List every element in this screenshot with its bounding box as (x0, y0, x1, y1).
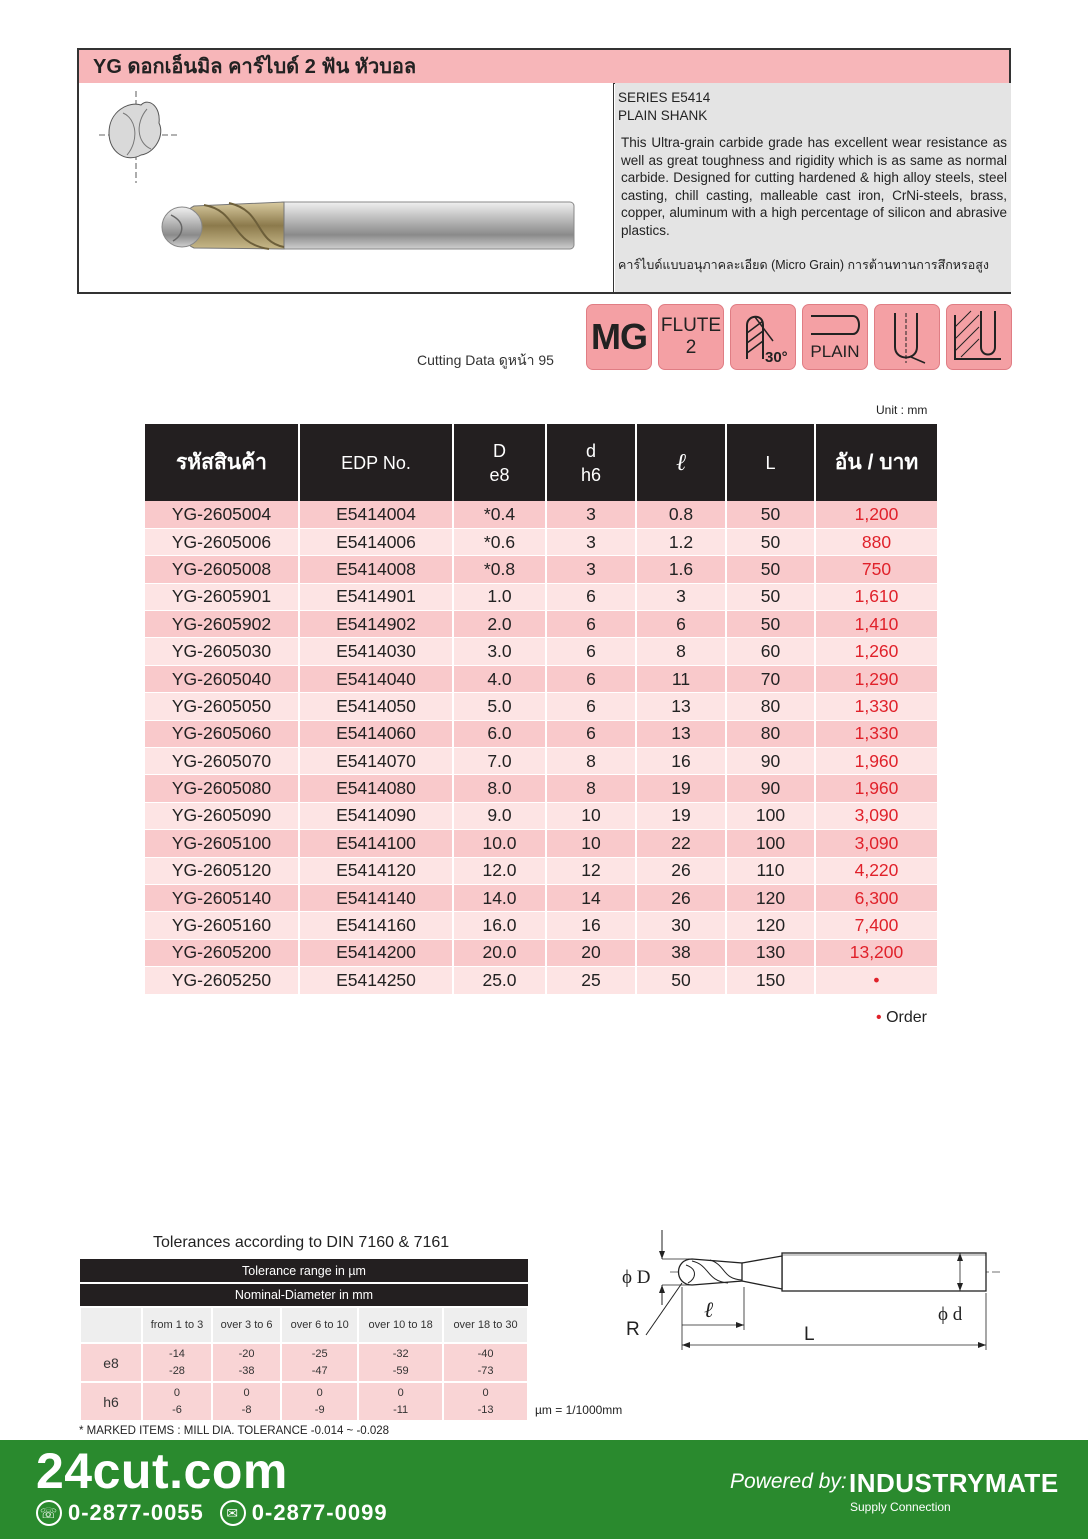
tolerance-upper: 0 (316, 1386, 323, 1399)
cell-price: 4,220 (815, 857, 937, 884)
header-d-big-tol: e8 (489, 464, 510, 485)
diagram-l: ℓ (704, 1297, 714, 1322)
tolerance-value (443, 1343, 528, 1382)
diagram-L: L (804, 1324, 815, 1345)
cell-edp: E5414140 (299, 884, 453, 911)
cell-d-big: 3.0 (453, 638, 546, 665)
tolerance-title: Tolerances according to DIN 7160 & 7161 (153, 1234, 450, 1251)
cell-edp: E5414040 (299, 665, 453, 692)
phone-number[interactable]: 0-2877-0055 (68, 1500, 204, 1525)
table-row (145, 967, 937, 994)
cell-d-small: 16 (546, 912, 636, 939)
tolerance-value (212, 1382, 281, 1421)
tolerance-value (281, 1382, 358, 1421)
table-row (145, 638, 937, 665)
cell-overall-length: 80 (726, 693, 815, 720)
cell-edp: E5414050 (299, 693, 453, 720)
tolerance-lower: -73 (477, 1364, 494, 1377)
cell-overall-length: 150 (726, 967, 815, 994)
cell-code: YG-2605160 (145, 912, 299, 939)
tolerance-value (212, 1343, 281, 1382)
helix-angle-label: 30° (765, 349, 788, 366)
cell-code: YG-2605006 (145, 528, 299, 555)
cell-d-big: *0.6 (453, 528, 546, 555)
mg-label: MG (591, 316, 647, 357)
order-text: Order (886, 1009, 927, 1026)
cell-d-small: 20 (546, 939, 636, 966)
cell-d-small: 3 (546, 528, 636, 555)
cell-flute-length: 3 (636, 583, 726, 610)
cell-flute-length: 0.8 (636, 501, 726, 528)
ball-nose-drawing-icon (877, 307, 937, 367)
tolerance-value (142, 1382, 212, 1421)
tolerance-lower: -8 (241, 1403, 252, 1416)
cell-d-big: 25.0 (453, 967, 546, 994)
cell-price: 1,200 (815, 501, 937, 528)
cell-price: 1,410 (815, 611, 937, 638)
tolerance-value (358, 1343, 443, 1382)
cell-price: 3,090 (815, 802, 937, 829)
cell-flute-length: 22 (636, 830, 726, 857)
table-row (145, 830, 937, 857)
cell-edp: E5414902 (299, 611, 453, 638)
tolerance-column-header: over 6 to 10 (281, 1307, 358, 1343)
shank-drawing-icon (805, 312, 865, 340)
product-table (145, 424, 937, 995)
tolerance-row-label: h6 (80, 1382, 142, 1421)
tolerance-lower: -38 (238, 1364, 255, 1377)
table-row (145, 693, 937, 720)
table-row (145, 939, 937, 966)
cell-d-big: 2.0 (453, 611, 546, 638)
cell-flute-length: 1.2 (636, 528, 726, 555)
cell-code: YG-2605040 (145, 665, 299, 692)
description-thai: คาร์ไบด์แบบอนุภาคละเอียด (Micro Grain) การต้านทานการสึกหรอสูง (618, 258, 989, 272)
helix-drawing-icon (733, 307, 793, 367)
fax-icon: ✉ (220, 1500, 246, 1526)
unit-label: Unit : mm (876, 403, 928, 417)
table-row (145, 884, 937, 911)
cell-code: YG-2605030 (145, 638, 299, 665)
table-row (145, 720, 937, 747)
series-label: SERIES E5414 (618, 90, 711, 105)
cell-edp: E5414070 (299, 748, 453, 775)
cell-flute-length: 16 (636, 748, 726, 775)
brand-tagline: Supply Connection (850, 1500, 951, 1514)
cell-d-small: 6 (546, 665, 636, 692)
cell-flute-length: 26 (636, 857, 726, 884)
cell-price: 750 (815, 556, 937, 583)
cell-edp: E5414080 (299, 775, 453, 802)
cell-price: 6,300 (815, 884, 937, 911)
cutting-data-note: Cutting Data ดูหน้า 95 (417, 352, 554, 368)
flute-label: FLUTE (660, 315, 722, 336)
cell-flute-length: 26 (636, 884, 726, 911)
header-code: รหัสสินค้า (145, 424, 299, 501)
header-d-small-label: d (585, 440, 596, 461)
cell-flute-length: 6 (636, 611, 726, 638)
cell-d-big: 4.0 (453, 665, 546, 692)
tolerance-column-header: over 18 to 30 (443, 1307, 528, 1343)
cell-code: YG-2605080 (145, 775, 299, 802)
header-d-big (453, 424, 546, 501)
cell-price: • (815, 967, 937, 994)
tolerance-lower: -11 (393, 1403, 409, 1416)
product-title: YG ดอกเอ็นมิล คาร์ไบด์ 2 ฟัน หัวบอล (77, 48, 1011, 84)
end-mill-illustration (79, 83, 614, 292)
cell-d-small: 6 (546, 638, 636, 665)
diagram-phi-d: ϕ d (938, 1304, 963, 1325)
cell-flute-length: 13 (636, 720, 726, 747)
diagram-R: R (626, 1319, 640, 1340)
tolerance-upper: -14 (169, 1347, 185, 1360)
cell-flute-length: 19 (636, 775, 726, 802)
cell-code: YG-2605901 (145, 583, 299, 610)
cell-edp: E5414030 (299, 638, 453, 665)
header-d-small (546, 424, 636, 501)
cell-flute-length: 13 (636, 693, 726, 720)
product-image (79, 83, 614, 292)
tolerance-value (358, 1382, 443, 1421)
slotting-drawing-icon (949, 307, 1009, 367)
tolerance-lower: -28 (169, 1364, 185, 1377)
cell-overall-length: 70 (726, 665, 815, 692)
micron-note: µm = 1/1000mm (535, 1403, 623, 1417)
tolerance-row (80, 1382, 528, 1421)
cell-edp: E5414060 (299, 720, 453, 747)
cell-d-small: 6 (546, 611, 636, 638)
cell-d-big: 6.0 (453, 720, 546, 747)
cell-edp: E5414120 (299, 857, 453, 884)
tolerance-row (80, 1343, 528, 1382)
cell-price: 1,330 (815, 720, 937, 747)
tolerance-lower: -6 (172, 1403, 182, 1416)
cell-overall-length: 50 (726, 583, 815, 610)
description-text: This Ultra-grain carbide grade has excellent wear resistance as well as great toughness and rigidity which is as same as normal carbide. Designed for cutting hardened & high alloy steels, steel casting, chill casting, malleable cast iron, CrNi-steels, brass, copper, aluminum with a high percentage of silicon and abrasive plastics. (621, 135, 1007, 238)
cell-overall-length: 100 (726, 802, 815, 829)
cell-edp: E5414006 (299, 528, 453, 555)
cell-code: YG-2605200 (145, 939, 299, 966)
cell-code: YG-2605120 (145, 857, 299, 884)
cell-d-small: 6 (546, 693, 636, 720)
cell-d-big: *0.4 (453, 501, 546, 528)
helix-angle-icon (730, 304, 796, 370)
cell-d-big: 14.0 (453, 884, 546, 911)
product-description (615, 83, 1011, 292)
table-row (145, 501, 937, 528)
footer (0, 1440, 1088, 1539)
cell-flute-length: 38 (636, 939, 726, 966)
slotting-icon (946, 304, 1012, 370)
cell-edp: E5414200 (299, 939, 453, 966)
cell-d-small: 6 (546, 720, 636, 747)
cell-overall-length: 130 (726, 939, 815, 966)
cell-price: 7,400 (815, 912, 937, 939)
cell-price: 1,290 (815, 665, 937, 692)
cell-d-big: 5.0 (453, 693, 546, 720)
cell-overall-length: 90 (726, 775, 815, 802)
cell-price: 1,960 (815, 748, 937, 775)
cell-d-small: 3 (546, 501, 636, 528)
header-overall-length: L (726, 424, 815, 501)
cell-edp: E5414090 (299, 802, 453, 829)
tolerance-upper: -25 (311, 1347, 328, 1360)
header-d-big-label: D (493, 440, 506, 461)
cell-d-big: 8.0 (453, 775, 546, 802)
cell-d-big: 10.0 (453, 830, 546, 857)
tolerance-corner (80, 1307, 142, 1343)
tolerance-upper: -32 (392, 1347, 409, 1360)
cell-code: YG-2605060 (145, 720, 299, 747)
header-flute-length: ℓ (636, 424, 726, 501)
cell-code: YG-2605008 (145, 556, 299, 583)
cell-code: YG-2605100 (145, 830, 299, 857)
product-box (77, 83, 1011, 294)
cell-d-small: 3 (546, 556, 636, 583)
cell-d-small: 10 (546, 830, 636, 857)
cell-price: 880 (815, 528, 937, 555)
cell-edp: E5414160 (299, 912, 453, 939)
cell-price: 1,610 (815, 583, 937, 610)
cell-d-big: 12.0 (453, 857, 546, 884)
dimension-diagram (610, 1225, 1010, 1355)
cell-d-small: 8 (546, 775, 636, 802)
flute-count-icon (658, 304, 724, 370)
cell-d-big: 16.0 (453, 912, 546, 939)
tolerance-lower: -9 (314, 1403, 325, 1416)
table-row (145, 556, 937, 583)
table-row (145, 528, 937, 555)
tolerance-value (142, 1343, 212, 1382)
table-row (145, 748, 937, 775)
table-row (145, 912, 937, 939)
tolerance-lower: -47 (311, 1364, 328, 1377)
diagram-phi-D: ϕ D (622, 1267, 651, 1288)
table-row (145, 665, 937, 692)
cell-code: YG-2605250 (145, 967, 299, 994)
cell-overall-length: 50 (726, 611, 815, 638)
plain-shank-icon (802, 304, 868, 370)
cell-d-big: 9.0 (453, 802, 546, 829)
brand-logo: INDUSTRYMATE (849, 1468, 1059, 1498)
tolerance-band-range: Tolerance range in µm (80, 1259, 528, 1283)
tolerance-band-diameter: Nominal-Diameter in mm (80, 1283, 528, 1307)
flute-count: 2 (685, 337, 697, 358)
cell-flute-length: 1.6 (636, 556, 726, 583)
cell-price: 1,260 (815, 638, 937, 665)
cell-overall-length: 120 (726, 884, 815, 911)
tolerance-row-label: e8 (80, 1343, 142, 1382)
cell-d-small: 6 (546, 583, 636, 610)
table-row (145, 857, 937, 884)
tolerance-upper: 0 (482, 1386, 489, 1399)
tolerance-upper: -20 (238, 1347, 255, 1360)
cell-d-small: 8 (546, 748, 636, 775)
shank-label: PLAIN SHANK (618, 107, 708, 123)
cell-edp: E5414250 (299, 967, 453, 994)
table-header-row (145, 424, 937, 501)
tolerance-upper: -40 (477, 1347, 494, 1360)
cell-price: 1,960 (815, 775, 937, 802)
cell-code: YG-2605004 (145, 501, 299, 528)
cell-overall-length: 50 (726, 556, 815, 583)
mg-material-icon (586, 304, 652, 370)
tolerance-upper: 0 (397, 1386, 404, 1399)
header-d-small-tol: h6 (580, 464, 602, 485)
tolerance-upper: 0 (173, 1386, 181, 1399)
plain-label: PLAIN (810, 342, 860, 361)
cell-edp: E5414100 (299, 830, 453, 857)
website-link[interactable]: 24cut.com (36, 1443, 288, 1499)
cell-edp: E5414004 (299, 501, 453, 528)
fax-number[interactable]: 0-2877-0099 (251, 1500, 388, 1525)
tolerance-value (443, 1382, 528, 1421)
cell-d-small: 25 (546, 967, 636, 994)
cell-flute-length: 11 (636, 665, 726, 692)
cell-overall-length: 100 (726, 830, 815, 857)
cell-code: YG-2605070 (145, 748, 299, 775)
header-edp: EDP No. (299, 424, 453, 501)
tolerance-column-header: from 1 to 3 (142, 1307, 212, 1343)
cell-price: 1,330 (815, 693, 937, 720)
cell-d-small: 10 (546, 802, 636, 829)
tolerance-lower: -13 (477, 1403, 494, 1416)
powered-by-label: Powered by: (730, 1470, 847, 1493)
cell-code: YG-2605090 (145, 802, 299, 829)
tolerance-table (79, 1259, 529, 1422)
cell-flute-length: 30 (636, 912, 726, 939)
cell-d-big: *0.8 (453, 556, 546, 583)
tolerance-upper: 0 (243, 1386, 250, 1399)
table-row (145, 611, 937, 638)
cell-code: YG-2605902 (145, 611, 299, 638)
tolerance-lower: -59 (392, 1364, 409, 1377)
marked-items-note: * MARKED ITEMS : MILL DIA. TOLERANCE -0.014 ~ -0.028 (79, 1425, 390, 1437)
cell-edp: E5414901 (299, 583, 453, 610)
cell-flute-length: 50 (636, 967, 726, 994)
cell-overall-length: 90 (726, 748, 815, 775)
contact-phones (36, 1500, 388, 1526)
tolerance-column-header: over 3 to 6 (212, 1307, 281, 1343)
cell-d-big: 20.0 (453, 939, 546, 966)
cell-overall-length: 80 (726, 720, 815, 747)
table-row (145, 802, 937, 829)
table-row (145, 775, 937, 802)
cell-code: YG-2605140 (145, 884, 299, 911)
cell-price: 13,200 (815, 939, 937, 966)
tolerance-column-header: over 10 to 18 (358, 1307, 443, 1343)
cell-overall-length: 50 (726, 501, 815, 528)
cell-d-small: 14 (546, 884, 636, 911)
tolerance-value (281, 1343, 358, 1382)
ball-nose-icon (874, 304, 940, 370)
cell-flute-length: 8 (636, 638, 726, 665)
order-note (876, 1009, 927, 1027)
cell-d-small: 12 (546, 857, 636, 884)
order-dot: • (876, 1009, 882, 1026)
table-row (145, 583, 937, 610)
cell-overall-length: 50 (726, 528, 815, 555)
cell-overall-length: 60 (726, 638, 815, 665)
phone-icon: ☏ (36, 1500, 62, 1526)
cell-overall-length: 110 (726, 857, 815, 884)
cell-code: YG-2605050 (145, 693, 299, 720)
header-price: อัน / บาท (815, 424, 937, 501)
cell-overall-length: 120 (726, 912, 815, 939)
cell-price: 3,090 (815, 830, 937, 857)
cell-edp: E5414008 (299, 556, 453, 583)
cell-flute-length: 19 (636, 802, 726, 829)
cell-d-big: 1.0 (453, 583, 546, 610)
cell-d-big: 7.0 (453, 748, 546, 775)
